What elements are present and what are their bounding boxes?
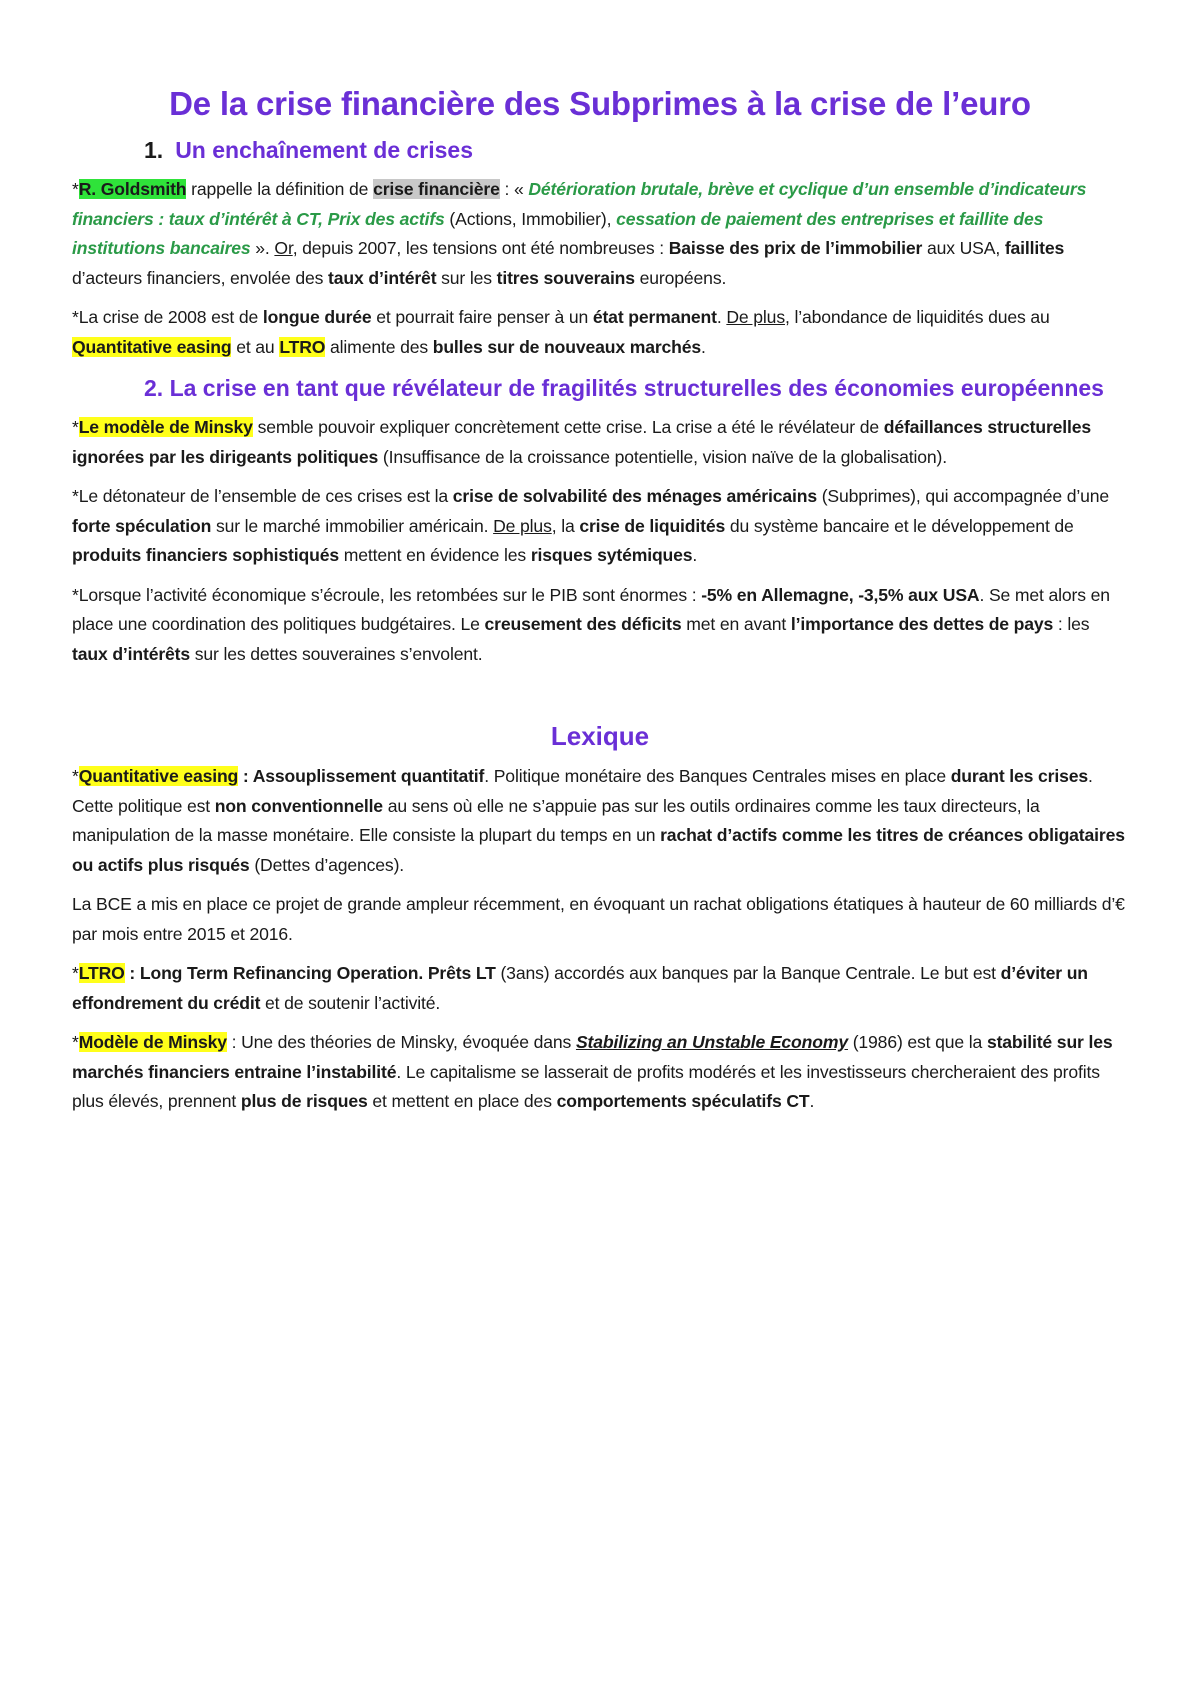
section-2-title: La crise en tant que révélateur de fragilités structurelles des économies européennes [169, 375, 1104, 401]
section-1-heading [144, 134, 1128, 166]
green-definition-1: Détérioration brutale, brève et cyclique d’un ensemble d’indicateurs financiers : taux d’intérêt à CT, Prix des actifs [72, 179, 1087, 229]
underline-de-plus: De plus [726, 307, 785, 327]
paragraph-minsky: *Le modèle de Minsky semble pouvoir expliquer concrètement cette crise. La crise a été le révélateur de défaillances structurelles ignorées par les dirigeants politiques (Insuffisance de la croissance potentielle, vision naïve de la globalisation). [72, 417, 1092, 467]
paragraph-crise-2008: *La crise de 2008 est de longue durée et pourrait faire penser à un état permanent. De plus, l’abondance de liquidités dues au Quantitative easing et au LTRO alimente des bulles sur de nouveaux marchés. [72, 307, 1050, 357]
paragraph-detonateur: *Le détonateur de l’ensemble de ces crises est la crise de solvabilité des ménages américains (Subprimes), qui accompagnée d’une forte spéculation sur le marché immobilier américain. De plus, la crise de liquidités du système bancaire et le développement de produits financiers sophistiqués mettent en évidence les risques sytémiques. [72, 486, 1110, 565]
paragraph-goldsmith: *R. Goldsmith rappelle la définition de crise financière : « Détérioration brutale, brève et cyclique d’un ensemble d’indicateurs financiers : taux d’intérêt à CT, Prix des actifs (Actions, Immobilier), cessation de paiement des entreprises et faillite des institutions bancaires ». Or, depuis 2007, les tensions ont été nombreuses : Baisse des prix de l’immobilier aux USA, faillites d’acteurs financiers, envolée des taux d’intérêt sur les titres souverains européens. [72, 179, 1087, 288]
section-1-number: 1. [144, 137, 164, 163]
highlight-crise-financiere: crise financière [373, 179, 500, 199]
green-definition-2: cessation de paiement des entreprises et faillite des institutions bancaires [72, 208, 1044, 258]
lexique-ltro: *LTRO : Long Term Refinancing Operation. Prêts LT (3ans) accordés aux banques par la Banque Centrale. Le but est d’éviter un effondrement du crédit et de soutenir l’activité. [72, 963, 1088, 1013]
underline-de-plus-2: De plus [493, 515, 552, 536]
section-1-title: Un enchaînement de crises [175, 137, 474, 163]
book-title: Stabilizing an Unstable Economy [575, 1032, 848, 1052]
highlight-minsky-term: Modèle de Minsky [78, 1032, 227, 1052]
section-2-number: 2. [144, 375, 164, 401]
highlight-minsky: Le modèle de Minsky [78, 417, 253, 437]
highlight-goldsmith: R. Goldsmith [78, 179, 187, 199]
paragraph-pib: *Lorsque l’activité économique s’écroule, les retombées sur le PIB sont énormes : -5% en Allemagne, -3,5% aux USA. Se met alors en place une coordination des politiques budgétaires. Le creusement des déficits met en avant l’importance des dettes de pays : les taux d’intérêts sur les dettes souveraines s’envolent. [72, 584, 1110, 664]
lexique-bce: La BCE a mis en place ce projet de grande ampleur récemment, en évoquant un rachat obligations étatiques à hauteur de 60 milliards d’€ par mois entre 2015 et 2016. [72, 894, 1125, 944]
highlight-quantitative-easing: Quantitative easing [72, 336, 232, 357]
lexique-quantitative-easing: *Quantitative easing : Assouplissement quantitatif. Politique monétaire des Banques Centrales mises en place durant les crises. Cette politique est non conventionnelle au sens où elle ne s’appuie pas sur les outils ordinaires comme les taux directeurs, la manipulation de la masse monétaire. Elle consiste la plupart du temps en un rachat d’actifs comme les titres de créances obligataires ou actifs plus risqués (Dettes d’agences). [72, 766, 1125, 875]
lexique-minsky: *Modèle de Minsky : Une des théories de Minsky, évoquée dans Stabilizing an Unstable Economy (1986) est que la stabilité sur les marchés financiers entraine l’instabilité. Le capitalisme se lasserait de profits modérés et les investisseurs chercheraient des profits plus élevés, prennent plus de risques et mettent en place des comportements spéculatifs CT. [72, 1032, 1113, 1111]
underline-or: Or [274, 238, 293, 258]
highlight-qe-term: Quantitative easing [78, 766, 239, 786]
section-2-heading [72, 372, 1128, 404]
highlight-ltro-term: LTRO [78, 963, 125, 983]
highlight-ltro: LTRO [279, 336, 326, 357]
page-title: De la crise financière des Subprimes à la crise de l’euro [169, 85, 1031, 122]
lexique-heading: Lexique [550, 721, 650, 751]
